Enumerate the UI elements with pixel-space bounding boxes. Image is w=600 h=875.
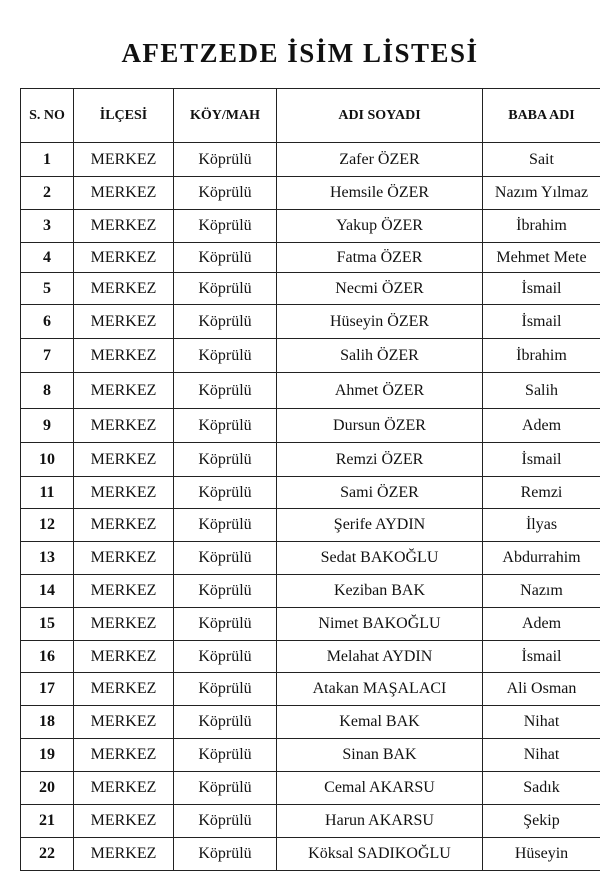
row-sno: 9 [21,409,74,443]
row-ilce: MERKEZ [74,838,174,871]
row-ilce: MERKEZ [74,673,174,706]
row-adi-soyadi: Şerife AYDIN [277,509,483,542]
table-row [21,608,600,641]
table-row [21,673,600,706]
row-sno: 15 [21,608,74,641]
row-koy-mah: Köprülü [174,409,277,443]
row-koy-mah: Köprülü [174,805,277,838]
row-sno: 6 [21,305,74,339]
name-list-table [20,88,600,871]
row-sno: 1 [21,143,74,177]
table-row [21,373,600,409]
row-adi-soyadi: Remzi ÖZER [277,443,483,477]
row-ilce: MERKEZ [74,143,174,177]
row-koy-mah: Köprülü [174,575,277,608]
table-row [21,243,600,273]
row-koy-mah: Köprülü [174,339,277,373]
column-header-ilce: İLÇESİ [74,89,174,143]
row-adi-soyadi: Atakan MAŞALACI [277,673,483,706]
row-adi-soyadi: Zafer ÖZER [277,143,483,177]
row-koy-mah: Köprülü [174,673,277,706]
row-sno: 13 [21,542,74,575]
row-baba-adi: Ali Osman [483,673,600,706]
row-koy-mah: Köprülü [174,210,277,243]
column-header-koy-mah: KÖY/MAH [174,89,277,143]
row-adi-soyadi: Salih ÖZER [277,339,483,373]
row-sno: 14 [21,575,74,608]
table-row [21,143,600,177]
row-sno: 8 [21,373,74,409]
row-koy-mah: Köprülü [174,641,277,673]
row-adi-soyadi: Yakup ÖZER [277,210,483,243]
row-koy-mah: Köprülü [174,243,277,273]
row-adi-soyadi: Köksal SADIKOĞLU [277,838,483,871]
row-baba-adi: İbrahim [483,210,600,243]
row-sno: 16 [21,641,74,673]
column-header-sno: S. NO [21,89,74,143]
row-ilce: MERKEZ [74,641,174,673]
row-koy-mah: Köprülü [174,509,277,542]
row-adi-soyadi: Nimet BAKOĞLU [277,608,483,641]
table-row [21,575,600,608]
row-adi-soyadi: Hemsile ÖZER [277,177,483,210]
row-ilce: MERKEZ [74,443,174,477]
table-row [21,706,600,739]
row-koy-mah: Köprülü [174,143,277,177]
row-baba-adi: Hüseyin [483,838,600,871]
row-ilce: MERKEZ [74,739,174,772]
row-ilce: MERKEZ [74,542,174,575]
table-row [21,509,600,542]
row-ilce: MERKEZ [74,477,174,509]
table-row [21,409,600,443]
row-sno: 21 [21,805,74,838]
row-sno: 19 [21,739,74,772]
row-koy-mah: Köprülü [174,608,277,641]
row-ilce: MERKEZ [74,706,174,739]
row-sno: 3 [21,210,74,243]
row-baba-adi: İsmail [483,443,600,477]
table-row [21,210,600,243]
row-adi-soyadi: Sedat BAKOĞLU [277,542,483,575]
page-title: AFETZEDE İSİM LİSTESİ [121,38,479,68]
row-koy-mah: Köprülü [174,305,277,339]
row-baba-adi: İlyas [483,509,600,542]
table-row [21,805,600,838]
row-adi-soyadi: Harun AKARSU [277,805,483,838]
row-adi-soyadi: Dursun ÖZER [277,409,483,443]
row-ilce: MERKEZ [74,409,174,443]
row-adi-soyadi: Keziban BAK [277,575,483,608]
row-adi-soyadi: Ahmet ÖZER [277,373,483,409]
row-sno: 5 [21,273,74,305]
row-baba-adi: Sadık [483,772,600,805]
table-row [21,443,600,477]
row-koy-mah: Köprülü [174,542,277,575]
row-sno: 7 [21,339,74,373]
row-baba-adi: Adem [483,608,600,641]
row-koy-mah: Köprülü [174,273,277,305]
row-koy-mah: Köprülü [174,739,277,772]
row-baba-adi: İbrahim [483,339,600,373]
row-baba-adi: İsmail [483,641,600,673]
row-koy-mah: Köprülü [174,706,277,739]
table-row [21,273,600,305]
table-row [21,542,600,575]
row-ilce: MERKEZ [74,608,174,641]
row-baba-adi: İsmail [483,305,600,339]
table-row [21,177,600,210]
row-sno: 17 [21,673,74,706]
row-sno: 20 [21,772,74,805]
row-koy-mah: Köprülü [174,838,277,871]
row-adi-soyadi: Sinan BAK [277,739,483,772]
row-adi-soyadi: Kemal BAK [277,706,483,739]
column-header-adi-soyadi: ADI SOYADI [277,89,483,143]
row-ilce: MERKEZ [74,243,174,273]
row-adi-soyadi: Sami ÖZER [277,477,483,509]
row-ilce: MERKEZ [74,305,174,339]
row-koy-mah: Köprülü [174,443,277,477]
table-header-row [21,89,600,143]
row-ilce: MERKEZ [74,177,174,210]
row-baba-adi: Remzi [483,477,600,509]
table-row [21,739,600,772]
table-row [21,641,600,673]
row-koy-mah: Köprülü [174,373,277,409]
row-koy-mah: Köprülü [174,177,277,210]
table-row [21,772,600,805]
row-koy-mah: Köprülü [174,477,277,509]
table-row [21,838,600,871]
row-baba-adi: Sait [483,143,600,177]
table-row [21,477,600,509]
row-ilce: MERKEZ [74,509,174,542]
row-sno: 12 [21,509,74,542]
row-adi-soyadi: Fatma ÖZER [277,243,483,273]
row-sno: 2 [21,177,74,210]
row-adi-soyadi: Hüseyin ÖZER [277,305,483,339]
row-baba-adi: Adem [483,409,600,443]
row-baba-adi: Mehmet Mete [483,243,600,273]
row-adi-soyadi: Melahat AYDIN [277,641,483,673]
column-header-baba-adi: BABA ADI [483,89,600,143]
row-sno: 4 [21,243,74,273]
row-baba-adi: Nihat [483,739,600,772]
row-ilce: MERKEZ [74,772,174,805]
row-sno: 18 [21,706,74,739]
row-baba-adi: Nazım Yılmaz [483,177,600,210]
row-adi-soyadi: Necmi ÖZER [277,273,483,305]
table-row [21,305,600,339]
row-ilce: MERKEZ [74,805,174,838]
row-sno: 11 [21,477,74,509]
row-baba-adi: Şekip [483,805,600,838]
row-baba-adi: Nihat [483,706,600,739]
row-adi-soyadi: Cemal AKARSU [277,772,483,805]
row-baba-adi: İsmail [483,273,600,305]
row-ilce: MERKEZ [74,575,174,608]
row-sno: 10 [21,443,74,477]
row-ilce: MERKEZ [74,273,174,305]
row-ilce: MERKEZ [74,373,174,409]
row-baba-adi: Salih [483,373,600,409]
row-baba-adi: Nazım [483,575,600,608]
table-row [21,339,600,373]
row-ilce: MERKEZ [74,210,174,243]
row-koy-mah: Köprülü [174,772,277,805]
row-sno: 22 [21,838,74,871]
row-baba-adi: Abdurrahim [483,542,600,575]
row-ilce: MERKEZ [74,339,174,373]
